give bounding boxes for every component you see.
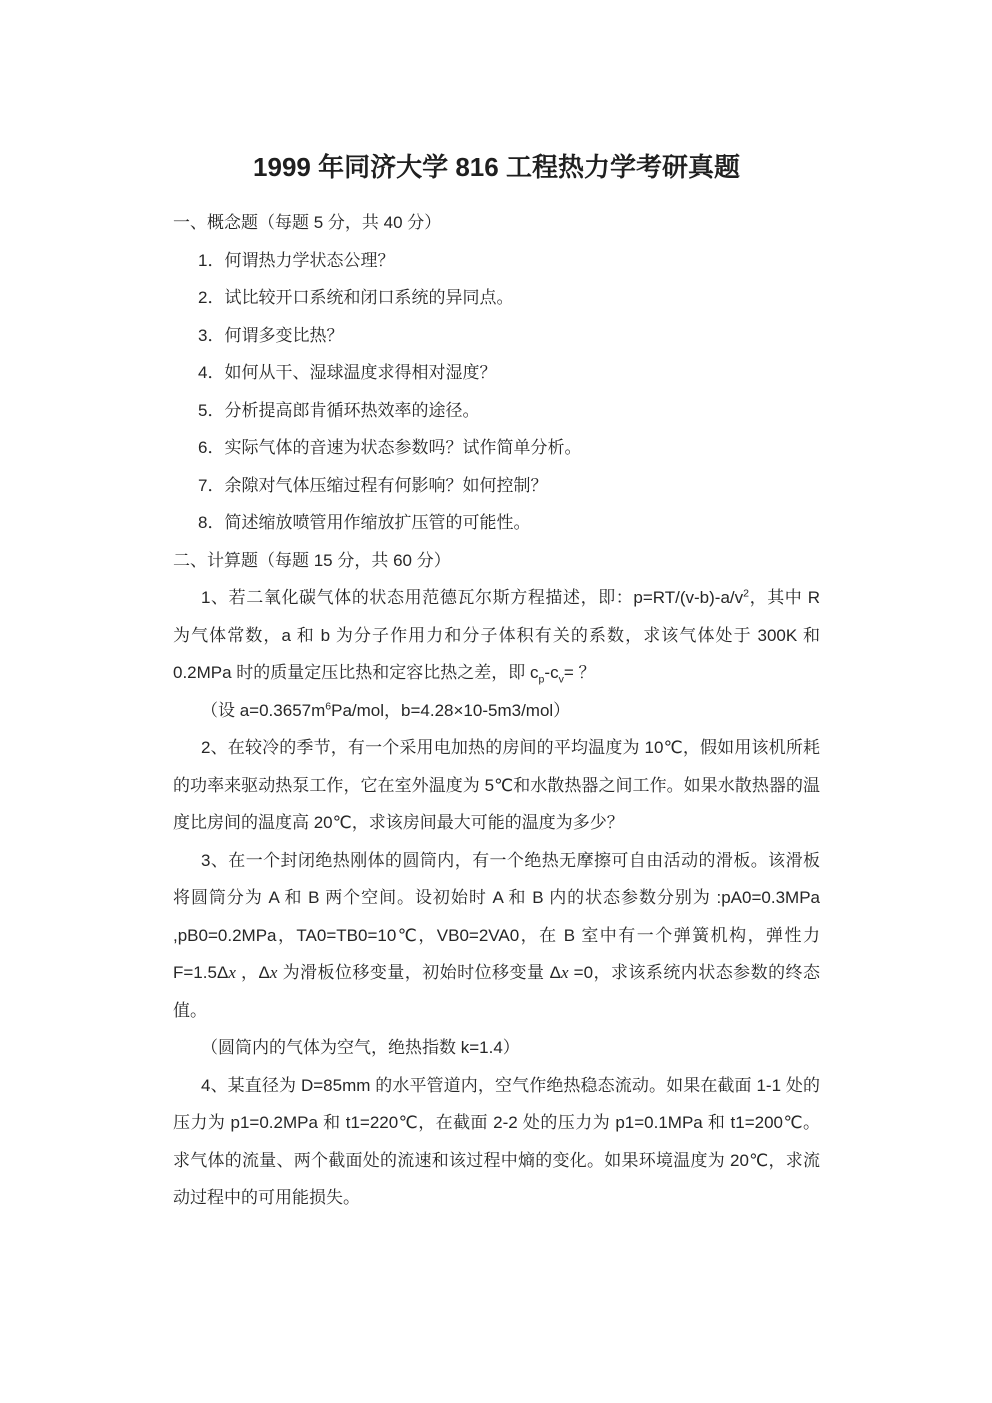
problem-1-note [173,692,820,730]
text-run: ，Δ [235,963,270,982]
text-run: = ？ [563,663,596,682]
concept-question-7: 7．余隙对气体压缩过程有何影响？如何控制？ [198,475,548,495]
text-run: -c [544,663,559,682]
problem-2-text [173,729,820,842]
text-run: =0，求该系统内状态参数的终态值。 [173,963,820,1020]
concept-question-1: 1．何谓热力学状态公理？ [198,250,395,270]
concept-question-4: 4．如何从干、湿球温度求得相对湿度？ [198,363,497,382]
text-run: 1、若二氧化碳气体的状态用范德瓦尔斯方程描述，即：p=RT/(v-b)-a/v [201,588,744,607]
text-run: x [269,963,278,982]
concept-question-2: 2．试比较开口系统和闭口系统的异同点。 [198,288,514,307]
concept-question-8: 8．简述缩放喷管用作缩放扩压管的可能性。 [198,513,531,532]
text-run: 6 [325,699,332,712]
text-run: 3、在一个封闭绝热刚体的圆筒内，有一个绝热无摩擦可自由活动的滑板。该滑板将圆筒分为 A 和 B 两个空间。设初始时 A 和 B 内的状态参数分别为 :pA0=0.3MPa ,pB0=0.2MPa，TA0=TB0=10℃，VB0=2VA0，在 B 室中有一个弹簧机构，弹性力 F=1.5Δ [173,850,820,982]
page-title: 1999 年同济大学 816 工程热力学考研真题 [253,152,740,182]
concept-question-6: 6．实际气体的音速为状态参数吗？试作简单分析。 [198,438,582,457]
problem-1-text [173,579,820,692]
text-run: x [560,963,569,982]
text-run: ，其中 R 为气体常数，a 和 b 为分子作用力和分子体积有关的系数，求该气体处于 300K 和 0.2MPa 时的质量定压比热和定容比热之差，即 c [173,588,820,682]
text-run: 为滑板位移变量，初始时位移变量 Δ [277,963,561,982]
text-run: 2 [743,587,749,600]
text-run: （圆筒内的气体为空气，绝热指数 k=1.4） [201,1038,520,1057]
text-run: Pa/mol，b=4.28×10-5m3/mol） [331,700,571,720]
section2-heading: 二、计算题（每题 15 分，共 60 分） [173,550,451,570]
section1-heading: 一、概念题（每题 5 分，共 40 分） [173,213,442,232]
text-run: p [538,673,545,686]
text-run: x [228,963,236,982]
text-run: （设 a=0.3657m [201,700,326,720]
concept-question-5: 5．分析提高郎肯循环热效率的途径。 [198,400,480,420]
problem-3-text [173,842,820,1030]
concept-question-3: 3．何谓多变比热？ [198,325,344,345]
problem-4-text [173,1067,820,1217]
text-run: 4、某直径为 D=85mm 的水平管道内，空气作绝热稳态流动。如果在截面 1-1 处的压力为 p1=0.2MPa 和 t1=220℃，在截面 2-2 处的压力为 p1=0.1MPa 和 t1=200℃。求气体的流量、两个截面处的流速和该过程中熵的变化。如果环境温度为 20℃，求流动过程中的可用能损失。 [173,1075,820,1207]
problem-3-note [173,1029,820,1067]
text-run: 2、在较冷的季节，有一个采用电加热的房间的平均温度为 10℃，假如用该机所耗的功率来驱动热泵工作，它在室外温度为 5℃和水散热器之间工作。如果水散热器的温度比房间的温度高 20℃，求该房间最大可能的温度为多少？ [173,738,820,832]
text-run: v [558,673,564,686]
